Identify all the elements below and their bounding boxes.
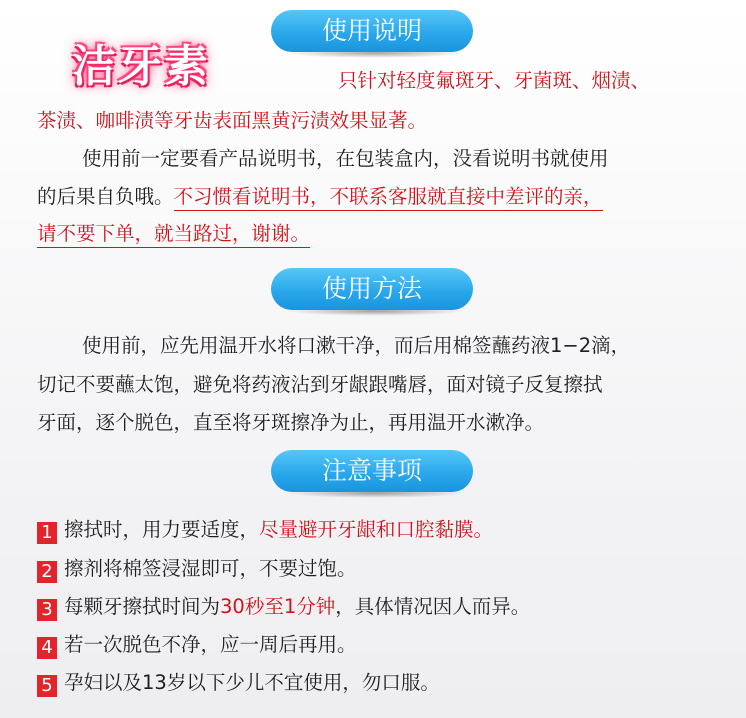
note-text: 若一次脱色不净，应一周后再用。 bbox=[64, 633, 357, 656]
usage-note-line-2 bbox=[37, 184, 603, 210]
note-text-red: 30秒至1分钟 bbox=[220, 595, 336, 618]
section-usage-title: 使用说明 bbox=[271, 10, 473, 52]
note-number-badge: 5 bbox=[37, 675, 57, 697]
intro-red-line-1: 只针对轻度氟斑牙、牙菌斑、烟渍、 bbox=[338, 69, 651, 92]
usage-warning-line-2-text: 请不要下单，就当路过，谢谢。 bbox=[37, 222, 310, 248]
note-text-red: 尽量避开牙龈和口腔黏膜。 bbox=[259, 518, 494, 541]
brand-logo-text: 洁牙素 bbox=[72, 41, 210, 92]
note-text: 孕妇以及13岁以下少儿不宜使用，勿口服。 bbox=[64, 671, 440, 694]
section-notes-title: 注意事项 bbox=[271, 450, 473, 492]
note-item-4 bbox=[37, 632, 357, 659]
note-text: 擦拭时，用力要适度， bbox=[64, 518, 260, 541]
note-number-badge: 1 bbox=[37, 522, 57, 544]
section-method-title: 使用方法 bbox=[271, 268, 473, 310]
method-line-2: 切记不要蘸太饱，避免将药液沾到牙龈跟嘴唇，面对镜子反复擦拭 bbox=[37, 373, 603, 396]
note-number-badge: 2 bbox=[37, 561, 57, 583]
usage-note-line-1: 使用前一定要看产品说明书，在包装盒内，没看说明书就使用 bbox=[82, 147, 609, 170]
note-item-2 bbox=[37, 556, 357, 583]
note-item-5 bbox=[37, 670, 440, 697]
usage-note-line-2-black: 的后果自负哦。 bbox=[37, 185, 174, 208]
note-text: 每颗牙擦拭时间为 bbox=[64, 595, 221, 618]
usage-warning-line-2 bbox=[37, 221, 310, 247]
method-line-3: 牙面，逐个脱色，直至将牙斑擦净为止，再用温开水漱净。 bbox=[37, 411, 545, 434]
intro-red-line-2: 茶渍、咖啡渍等牙齿表面黑黄污渍效果显著。 bbox=[37, 109, 428, 132]
note-text: 擦剂将棉签浸湿即可，不要过饱。 bbox=[64, 557, 357, 580]
note-item-1 bbox=[37, 517, 493, 544]
note-number-badge: 3 bbox=[37, 599, 57, 621]
note-text-tail: ，具体情况因人而异。 bbox=[335, 595, 531, 618]
note-item-3 bbox=[37, 594, 530, 621]
usage-warning-line-1: 不习惯看说明书，不联系客服就直接中差评的亲， bbox=[174, 185, 603, 211]
note-number-badge: 4 bbox=[37, 637, 57, 659]
method-line-1: 使用前，应先用温开水将口漱干净，而后用棉签蘸药液1−2滴， bbox=[82, 334, 631, 357]
